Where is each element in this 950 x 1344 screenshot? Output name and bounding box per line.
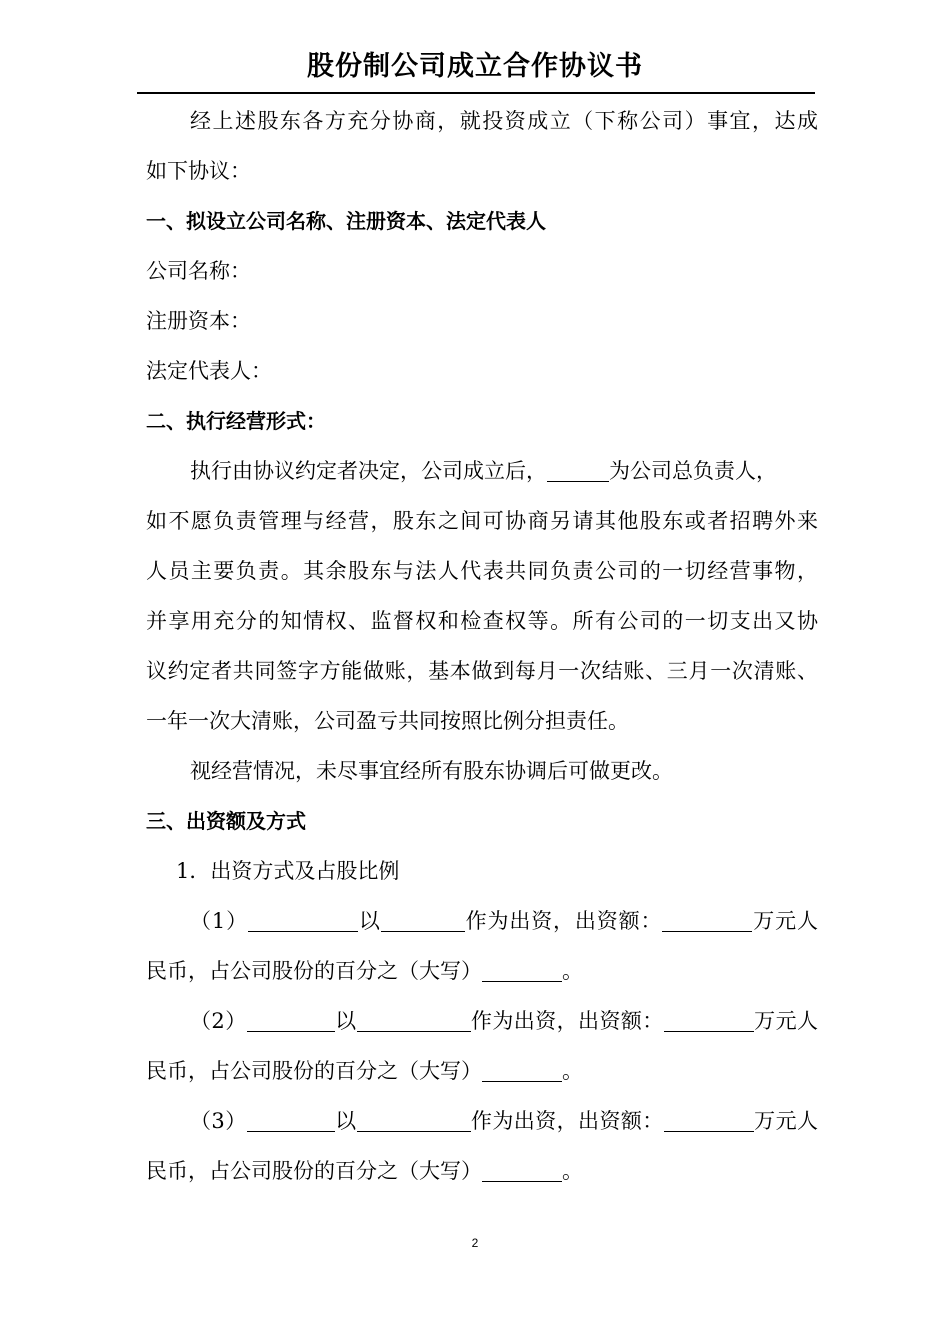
amount-blank (662, 905, 752, 932)
section2-p2: 视经营情况，未尽事宜经所有股东协调后可做更改。 (190, 759, 673, 783)
document-body (146, 96, 818, 1196)
amount-blank (664, 1105, 754, 1132)
intro-line-2: 如下协议： (146, 159, 251, 183)
section3-sub1: 1．出资方式及占股比例 (176, 859, 400, 883)
legal-representative-label: 法定代表人： (146, 359, 272, 383)
section2-text-a: 执行由协议约定者决定，公司成立后， (190, 459, 547, 483)
section2-heading: 二、执行经营形式： (146, 409, 326, 433)
shareholder-blank (248, 905, 358, 932)
contribution-item-2-line-2 (146, 1046, 818, 1096)
item-number: （2） (190, 1009, 247, 1033)
item-text-wanyuan: 万元人 (753, 1009, 819, 1033)
item-text-minbi: 民币，占公司股份的百分之（大写） (146, 1159, 482, 1183)
contribution-item-1-line-1 (146, 896, 818, 946)
section2-text-b: 为公司总负责人， (609, 459, 777, 483)
item-text-wanyuan: 万元人 (752, 909, 819, 933)
item-text-yi: 以 (334, 1109, 357, 1133)
contribution-item-3-line-2 (146, 1146, 818, 1196)
registered-capital-label: 注册资本： (146, 309, 251, 333)
item-text-end: 。 (562, 1059, 583, 1083)
item-text-zuowei: 作为出资，出资额： (464, 909, 663, 933)
item-number: （1） (190, 909, 248, 933)
shareholder-blank (247, 1005, 335, 1032)
section2-p1-line-5: 议约定者共同签字方能做账，基本做到每月一次结账、三月一次清账、 (146, 659, 818, 683)
page-number: 2 (471, 1236, 479, 1250)
manager-blank (547, 455, 609, 482)
shareholder-blank (247, 1105, 335, 1132)
percentage-blank (482, 1055, 562, 1082)
section2-p1-line-1 (146, 446, 818, 496)
percentage-blank (482, 955, 562, 982)
section2-p1-line-4: 并享用充分的知情权、监督权和检查权等。所有公司的一切支出又协 (146, 609, 818, 633)
percentage-blank (482, 1155, 562, 1182)
amount-blank (664, 1005, 754, 1032)
contribution-form-blank (357, 1105, 471, 1132)
contribution-item-3-line-1 (146, 1096, 818, 1146)
contribution-form-blank (357, 1005, 471, 1032)
item-text-zuowei: 作为出资，出资额： (470, 1109, 664, 1133)
document-title: 股份制公司成立合作协议书 (307, 51, 643, 82)
item-text-end: 。 (562, 1159, 583, 1183)
section3-heading: 三、出资额及方式 (146, 809, 306, 833)
item-number: （3） (190, 1109, 247, 1133)
item-text-zuowei: 作为出资，出资额： (470, 1009, 664, 1033)
intro-line-1: 经上述股东各方充分协商，就投资成立（下称公司）事宜，达成 (190, 109, 818, 133)
section1-heading: 一、拟设立公司名称、注册资本、法定代表人 (146, 209, 546, 233)
company-name-label: 公司名称： (146, 259, 251, 283)
contribution-item-1-line-2 (146, 946, 818, 996)
section2-p1-line-2: 如不愿负责管理与经营，股东之间可协商另请其他股东或者招聘外来 (146, 509, 818, 533)
section2-p1-line-3: 人员主要负责。其余股东与法人代表共同负责公司的一切经营事物， (146, 559, 818, 583)
item-text-wanyuan: 万元人 (753, 1109, 819, 1133)
item-text-yi: 以 (334, 1009, 357, 1033)
item-text-end: 。 (562, 959, 583, 983)
contribution-item-2-line-1 (146, 996, 818, 1046)
section2-p1-line-6: 一年一次大清账，公司盈亏共同按照比例分担责任。 (146, 709, 629, 733)
contribution-form-blank (381, 905, 465, 932)
title-divider (137, 92, 815, 94)
item-text-minbi: 民币，占公司股份的百分之（大写） (146, 959, 482, 983)
item-text-minbi: 民币，占公司股份的百分之（大写） (146, 1059, 482, 1083)
item-text-yi: 以 (357, 909, 381, 933)
